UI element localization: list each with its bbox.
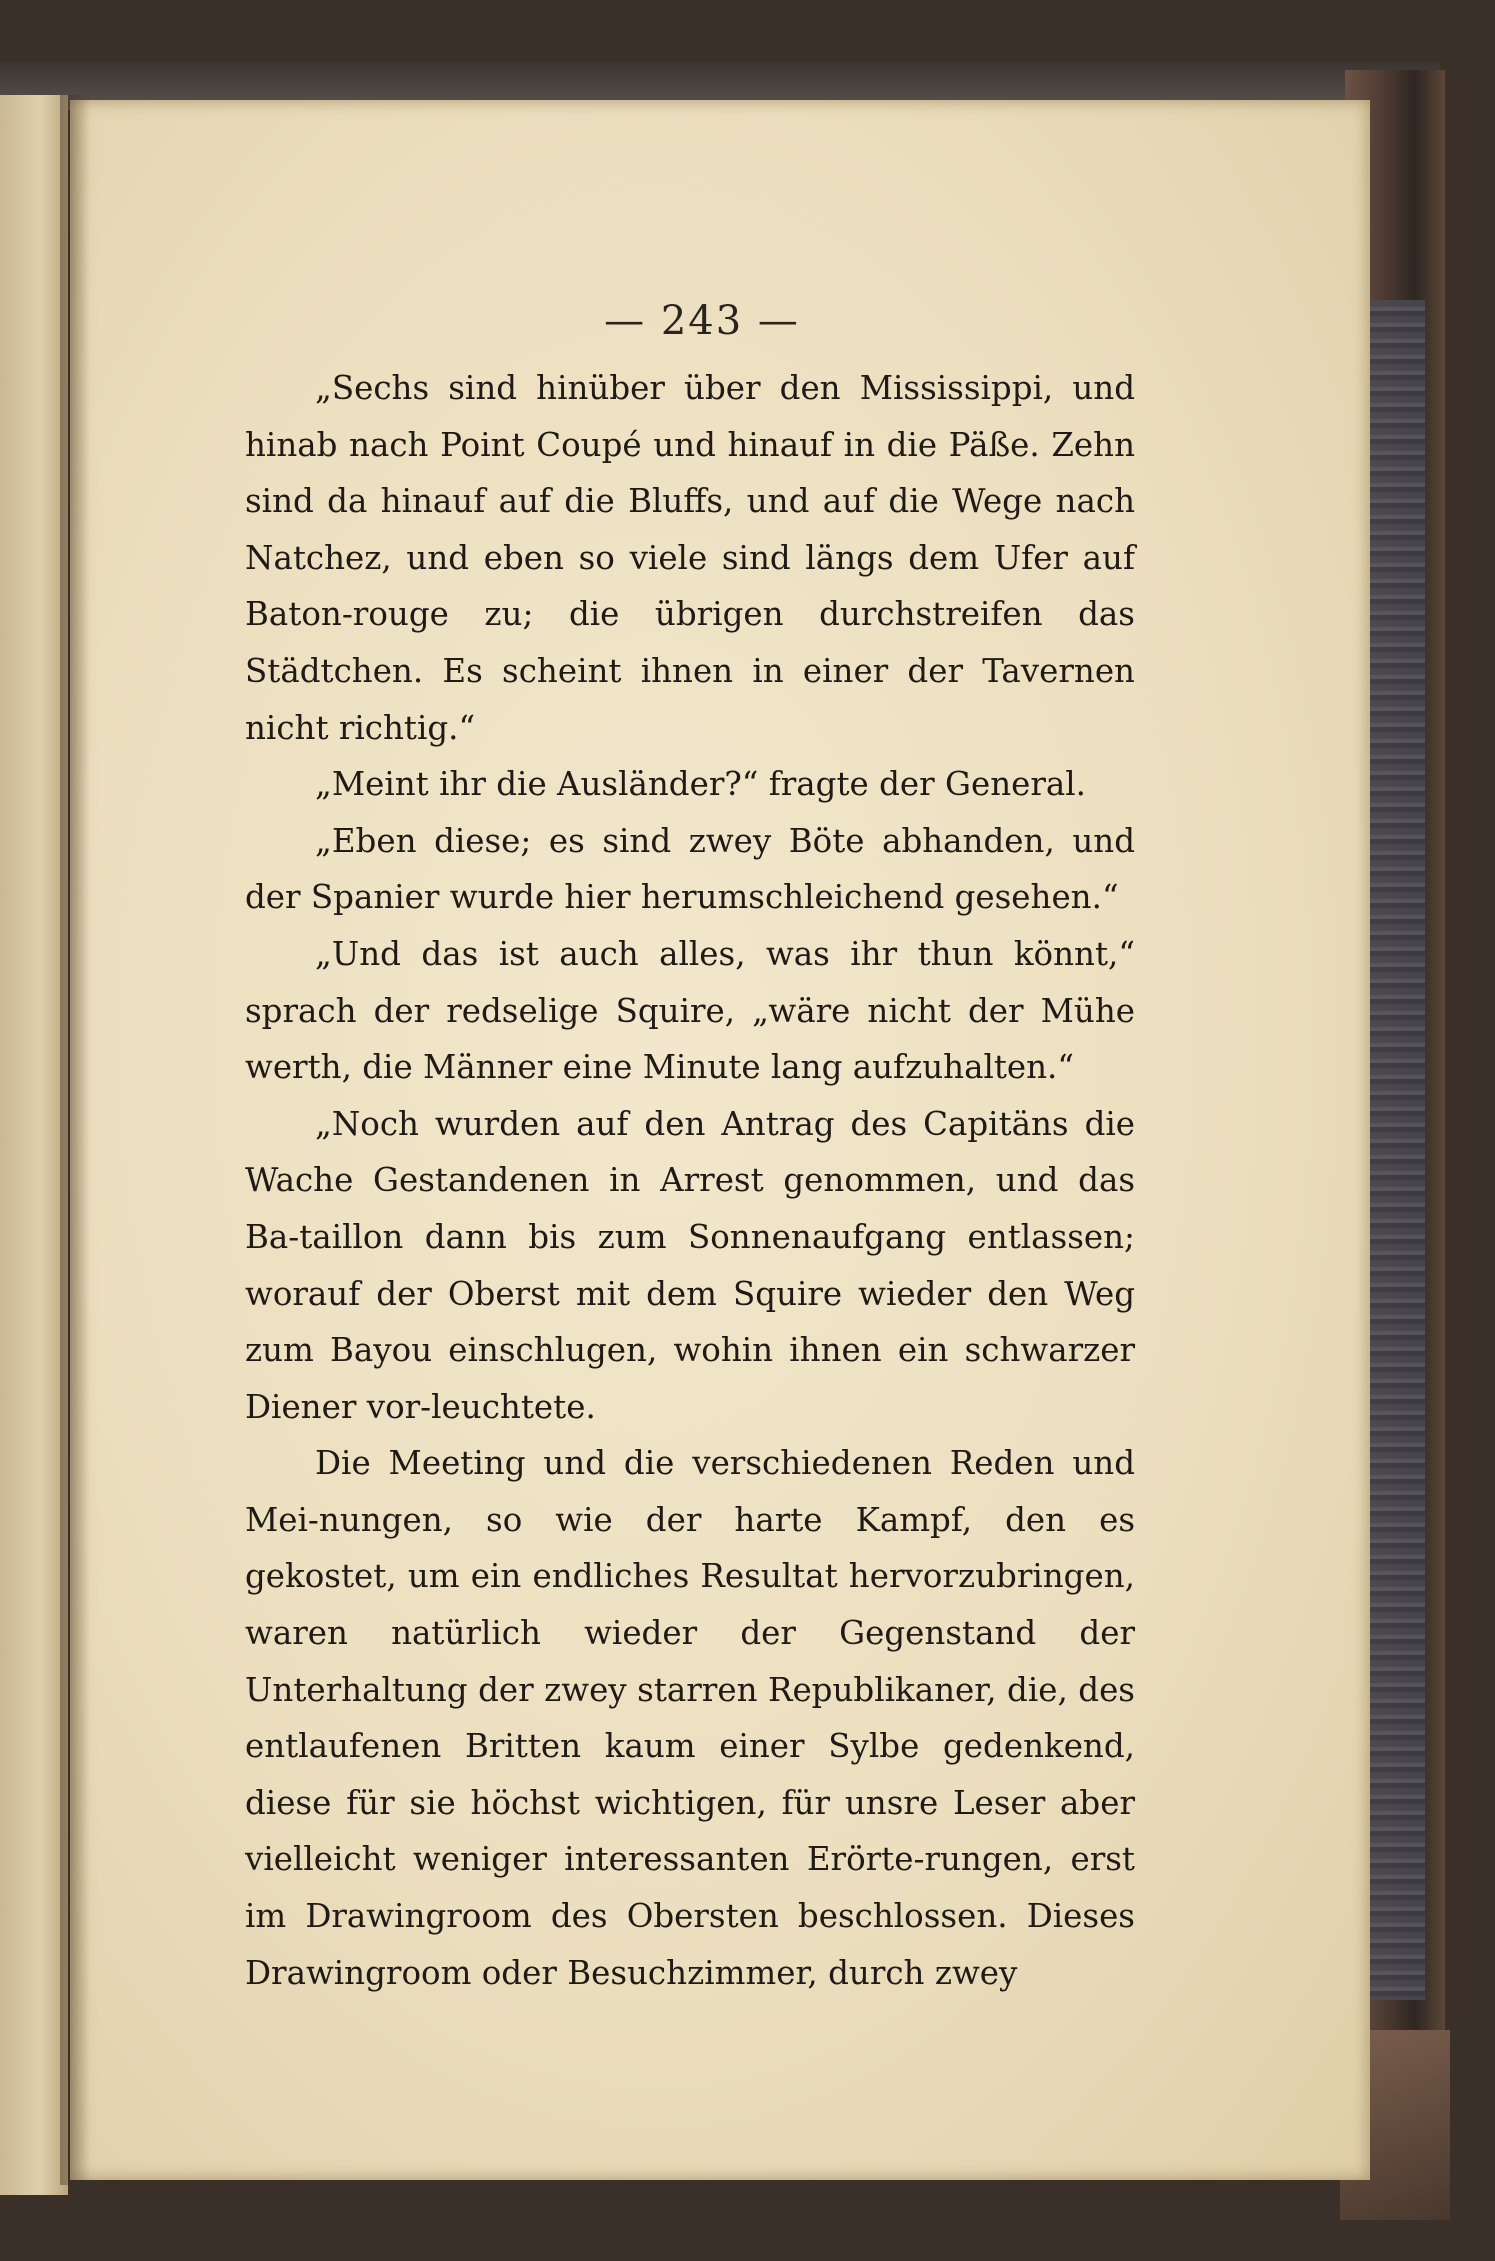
paragraph: „Eben diese; es sind zwey Böte abhanden, und der Spanier wurde hier herumschleichend gesehen.“: [245, 821, 1135, 917]
facing-page-edge: [0, 95, 68, 2195]
page-number: — 243 —: [604, 298, 800, 344]
paragraph: „Noch wurden auf den Antrag des Capitäns die Wache Gestandenen in Arrest genommen, und das Ba-taillon dann bis zum Sonnenaufgang entlassen; worauf der Oberst mit dem Squire wieder den Weg zum Bayou einschlugen, wohin ihnen ein schwarzer Diener vor-leuchtete.: [245, 1104, 1135, 1426]
paragraph: „Meint ihr die Ausländer?“ fragte der General.: [315, 765, 1087, 804]
gutter-shadow: [60, 95, 90, 2185]
paragraph: Die Meeting und die verschiedenen Reden und Mei-nungen, so wie der harte Kampf, den es gekostet, um ein endliches Resultat hervorzubringen, waren natürlich wieder der Gegenstand der Unterhaltung der zwey starren Republikaner, die, des entlaufenen Britten kaum einer Sylbe gedenkend, diese für sie höchst wichtigen, für unsre Leser aber vielleicht weniger interessanten Erörte-rungen, erst im Drawingroom des Obersten beschlossen. Dieses Drawingroom oder Besuchzimmer, durch zwey: [245, 1444, 1135, 1992]
paragraph: „Sechs sind hinüber über den Mississippi, und hinab nach Point Coupé und hinauf in die Päße. Zehn sind da hinauf auf die Bluffs, und auf die Wege nach Natchez, und eben so viele sind längs dem Ufer auf Baton-rouge zu; die übrigen durchstreifen das Städtchen. Es scheint ihnen in einer der Tavernen nicht richtig.“: [245, 369, 1135, 747]
page-text: [245, 360, 1135, 2001]
paragraph: „Und das ist auch alles, was ihr thun könnt,“ sprach der redselige Squire, „wäre nicht der Mühe werth, die Männer eine Minute lang aufzuhalten.“: [245, 934, 1135, 1087]
